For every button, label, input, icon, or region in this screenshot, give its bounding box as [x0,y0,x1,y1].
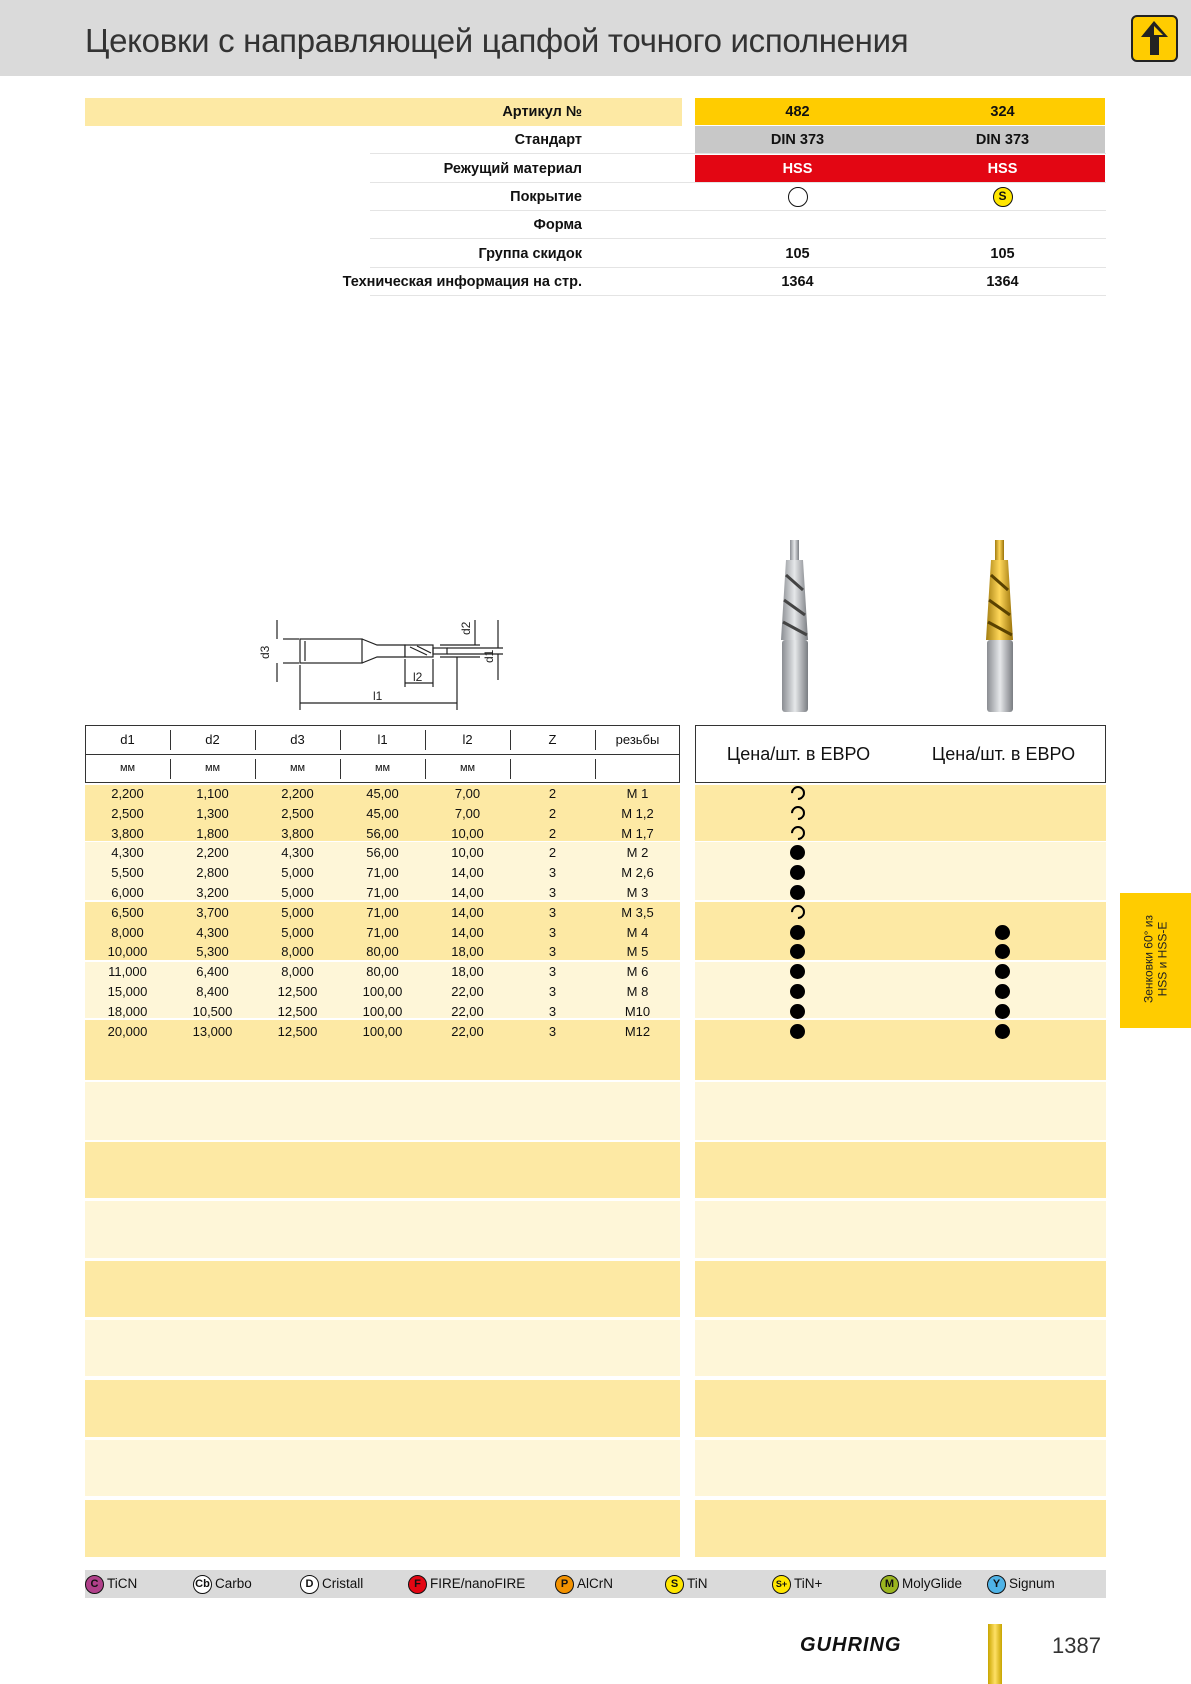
column-divider [595,759,596,779]
table-cell: 3 [548,885,557,900]
table-band [695,1261,1106,1317]
spec-value-v2 [900,211,1105,238]
table-cell: 71,00 [366,924,399,940]
spec-value-v1: 105 [785,246,810,262]
column-divider [510,759,511,779]
table-cell: 3 [548,924,557,940]
section-tab-line1: Зенковки 60° из [1141,915,1156,1003]
legend-label: TiN [687,1576,708,1591]
price-header-482: Цена/шт. в ЕВРО [726,744,871,764]
tin-coating-icon: S [993,187,1013,207]
table-band [695,1320,1106,1376]
availability-cell [695,944,900,962]
availability-cell [695,865,900,883]
coating-icon: M [880,1575,899,1594]
table-row [0,982,1106,1002]
column-unit: мм [459,762,476,774]
in-stock-dot-icon [790,865,805,880]
table-cell: 2,800 [196,865,229,881]
table-cell: M12 [624,1023,651,1039]
header-mid-line [85,754,679,755]
table-cell: M10 [624,1003,651,1019]
table-cell: 56,00 [366,825,399,841]
coating-icon: S [665,1575,684,1594]
table-cell: 2 [548,825,557,841]
tool-category-icon [1131,15,1178,62]
table-cell: 3,800 [281,825,314,841]
column-header: Z [548,732,557,747]
legend-item [880,1574,962,1594]
column-divider [340,730,341,750]
table-cell: 6,400 [196,964,229,980]
legend-label: FIRE/nanoFIRE [430,1576,526,1591]
availability-cell [695,1024,900,1042]
coating-icon: F [408,1575,427,1594]
table-cell: 100,00 [362,984,403,999]
spec-label: Группа скидок [478,246,582,262]
table-cell: M 3,5 [621,904,654,920]
table-cell: 8,000 [281,944,314,960]
table-cell: 2 [548,786,557,801]
section-tab-label [1142,892,1170,1027]
table-cell: 10,00 [451,825,484,841]
availability-cell [695,826,900,843]
table-cell: 80,00 [366,944,399,960]
column-header: d2 [205,732,220,747]
legend-item [665,1574,708,1594]
table-cell: M 2 [626,845,649,861]
table-row [0,923,1106,943]
column-header: d1 [120,732,135,747]
legend-label: AlCrN [577,1576,613,1591]
availability-cell [900,1024,1105,1042]
table-cell: 45,00 [366,786,399,801]
table-cell: 8,000 [281,964,314,980]
table-row [0,1002,1106,1022]
page-header [0,0,1191,76]
table-cell: M 2,6 [621,865,654,881]
table-cell: 8,400 [196,984,229,999]
legend-label: Carbo [215,1576,252,1591]
table-row [0,824,1106,844]
table-cell: 2,200 [111,786,144,801]
legend-label: MolyGlide [902,1576,963,1591]
table-row [0,962,1106,982]
table-cell: 3 [548,964,557,980]
dim-label-l1: l1 [373,689,383,703]
column-divider [255,759,256,779]
table-cell: 22,00 [451,1023,484,1039]
spec-row [0,126,1106,154]
column-divider [170,730,171,750]
table-cell: 100,00 [362,1003,403,1019]
table-cell: 22,00 [451,984,484,999]
on-request-dot-icon [788,803,808,823]
spec-label: Стандарт [514,132,582,148]
column-divider [425,730,426,750]
table-band [85,1082,680,1140]
spec-row-highlight [85,98,682,126]
table-cell: 3 [548,944,557,960]
table-cell: 3 [548,984,557,999]
on-request-dot-icon [788,902,808,922]
table-cell: M 1 [626,786,649,801]
table-cell: 7,00 [454,805,481,821]
coating-icon: Cb [193,1575,212,1594]
table-cell: 8,000 [111,924,144,940]
legend-label: TiN+ [794,1576,823,1591]
in-stock-dot-icon [995,964,1010,979]
availability-cell [695,964,900,982]
column-divider [170,759,171,779]
column-divider [255,730,256,750]
coating-icon: P [555,1575,574,1594]
table-cell: 5,000 [281,885,314,900]
column-unit: мм [289,762,306,774]
spec-row [0,211,1106,239]
table-cell: 2 [548,805,557,821]
table-cell: 2,500 [281,805,314,821]
spec-value-v1: 482 [695,98,900,125]
table-cell: 18,00 [451,964,484,980]
availability-cell [695,905,900,922]
table-cell: 22,00 [451,1003,484,1019]
section-tab-line2: HSS и HSS-E [1155,921,1170,997]
table-band [85,1440,680,1496]
table-band [85,1261,680,1317]
column-unit: мм [119,762,136,774]
table-band [695,1082,1106,1140]
table-cell: 3,700 [196,904,229,920]
in-stock-dot-icon [790,845,805,860]
table-cell: M 1,7 [621,825,654,841]
table-cell: M 6 [626,964,649,980]
spec-value-v2: HSS [900,155,1105,182]
spec-row [0,98,1106,126]
column-header: d3 [290,732,305,747]
table-cell: 13,000 [192,1023,233,1039]
product-image-324 [975,540,1030,715]
table-cell: 45,00 [366,805,399,821]
column-header: l1 [377,732,388,747]
table-row [0,942,1106,962]
table-cell: M 3 [626,885,649,900]
table-row [0,863,1106,883]
legend-item [300,1574,363,1594]
availability-cell [695,1004,900,1022]
spec-row-divider [370,238,1106,239]
column-header: l2 [462,732,473,747]
table-cell: 4,300 [196,924,229,940]
table-band [85,1201,680,1258]
table-band [85,1500,680,1557]
table-cell: 100,00 [362,1023,403,1039]
spec-value-v1 [695,183,900,210]
legend-label: Cristall [322,1576,364,1591]
spec-value-v2: DIN 373 [900,126,1105,153]
table-band [695,1380,1106,1437]
legend-label: Signum [1009,1576,1055,1591]
availability-cell [900,964,1105,982]
column-unit: мм [204,762,221,774]
table-cell: 14,00 [451,885,484,900]
table-cell: 12,500 [277,1003,318,1019]
in-stock-dot-icon [995,944,1010,959]
in-stock-dot-icon [995,984,1010,999]
table-band [695,1500,1106,1557]
table-cell: 3 [548,1003,557,1019]
spec-label: Форма [533,217,582,233]
table-row [0,903,1106,923]
spec-value-v2: 324 [900,98,1105,125]
table-cell: 1,800 [196,825,229,841]
spec-value-v1 [695,211,900,238]
table-cell: 6,500 [111,904,144,920]
product-image-482 [770,540,825,715]
table-cell: 5,300 [196,944,229,960]
availability-cell [695,845,900,863]
spec-label: Покрытие [510,189,582,205]
table-row [0,883,1106,903]
table-cell: 12,500 [277,1023,318,1039]
table-cell: 3,800 [111,825,144,841]
availability-cell [695,984,900,1002]
spec-row-divider [370,153,1106,154]
legend-item [85,1574,137,1594]
table-cell: 10,500 [192,1003,233,1019]
availability-cell [695,885,900,903]
spec-value-v2 [900,183,1105,210]
in-stock-dot-icon [790,885,805,900]
price-header-324: Цена/шт. в ЕВРО [931,744,1076,764]
table-cell: 20,000 [107,1023,148,1039]
table-cell: M 4 [626,924,649,940]
brand-logo: GUHRING [800,1634,902,1656]
coating-icon: C [85,1575,104,1594]
legend-item [772,1574,822,1594]
availability-cell [695,806,900,823]
coating-icon: S+ [772,1575,791,1594]
table-cell: 5,000 [281,865,314,881]
table-cell: 2,200 [281,786,314,801]
availability-cell [900,984,1105,1002]
table-row [0,843,1106,863]
table-cell: 6,000 [111,885,144,900]
spec-label: Артикул № [502,104,582,120]
table-row [0,804,1106,824]
dim-label-d3: d3 [258,645,272,659]
table-band [695,1440,1106,1496]
table-cell: 4,300 [281,845,314,861]
dim-label-d2: d2 [459,621,473,635]
spec-value-v2: 1364 [986,274,1019,290]
in-stock-dot-icon [995,1004,1010,1019]
table-cell: 2,500 [111,805,144,821]
page-number: 1387 [1052,1633,1101,1658]
spec-row [0,183,1106,211]
on-request-dot-icon [788,823,808,843]
table-row [0,1022,1106,1042]
table-cell: 71,00 [366,865,399,881]
column-divider [510,730,511,750]
tool-dimension-diagram [255,605,515,715]
table-row [0,784,1106,804]
table-band [695,1201,1106,1258]
coating-legend [85,1570,1106,1598]
dim-label-d1: d1 [482,649,496,663]
table-cell: 3,200 [196,885,229,900]
table-band [85,1320,680,1376]
spec-value-v1: 1364 [781,274,814,290]
table-cell: 3 [548,865,557,881]
table-cell: 71,00 [366,885,399,900]
availability-cell [900,1004,1105,1022]
table-cell: 2 [548,845,557,861]
table-cell: 5,500 [111,865,144,881]
table-cell: 14,00 [451,924,484,940]
in-stock-dot-icon [790,944,805,959]
in-stock-dot-icon [790,1024,805,1039]
table-cell: 18,000 [107,1003,148,1019]
coating-icon: D [300,1575,319,1594]
legend-item [408,1574,525,1594]
table-cell: 56,00 [366,845,399,861]
availability-cell [900,925,1105,943]
table-cell: 1,100 [196,786,229,801]
legend-label: TiCN [107,1576,138,1591]
table-cell: 3 [548,904,557,920]
table-cell: 80,00 [366,964,399,980]
spec-label: Режущий материал [443,161,582,177]
on-request-dot-icon [788,783,808,803]
in-stock-dot-icon [995,1024,1010,1039]
spec-value-v1: HSS [695,155,900,182]
table-cell: 18,00 [451,944,484,960]
in-stock-dot-icon [790,1004,805,1019]
table-cell: 5,000 [281,904,314,920]
uncoated-icon [788,187,808,207]
in-stock-dot-icon [790,964,805,979]
legend-item [193,1574,252,1594]
table-band [85,1380,680,1437]
coating-icon: Y [987,1575,1006,1594]
table-cell: 5,000 [281,924,314,940]
table-cell: 4,300 [111,845,144,861]
spec-row [0,155,1106,183]
dim-label-l2: l2 [413,670,423,684]
table-cell: 15,000 [107,984,148,999]
page-title: Цековки с направляющей цапфой точного исполнения [85,22,909,59]
column-divider [340,759,341,779]
table-cell: 1,300 [196,805,229,821]
table-cell: 2,200 [196,845,229,861]
spec-row [0,240,1106,268]
table-cell: 10,000 [107,944,148,960]
section-tab[interactable] [1120,893,1191,1028]
table-cell: 71,00 [366,904,399,920]
table-cell: 14,00 [451,904,484,920]
table-cell: 14,00 [451,865,484,881]
table-cell: 12,500 [277,984,318,999]
table-cell: M 8 [626,984,649,999]
column-header: резьбы [615,732,660,747]
spec-row [0,268,1106,296]
table-cell: 7,00 [454,786,481,801]
in-stock-dot-icon [790,984,805,999]
table-cell: 3 [548,1023,557,1039]
availability-cell [695,786,900,803]
table-cell: M 5 [626,944,649,960]
legend-item [987,1574,1055,1594]
spec-label: Техническая информация на стр. [342,274,582,290]
availability-cell [695,925,900,943]
column-divider [425,759,426,779]
table-band [695,1142,1106,1198]
table-band [85,1142,680,1198]
column-unit: мм [374,762,391,774]
in-stock-dot-icon [995,925,1010,940]
table-cell: M 1,2 [621,805,654,821]
footer-accent-bar [988,1624,1002,1684]
table-cell: 11,000 [108,964,147,980]
column-divider [595,730,596,750]
spec-value-v2: 105 [990,246,1015,262]
availability-cell [900,944,1105,962]
price-header [695,725,1106,783]
in-stock-dot-icon [790,925,805,940]
legend-item [555,1574,613,1594]
table-cell: 10,00 [451,845,484,861]
spec-value-v1: DIN 373 [695,126,900,153]
